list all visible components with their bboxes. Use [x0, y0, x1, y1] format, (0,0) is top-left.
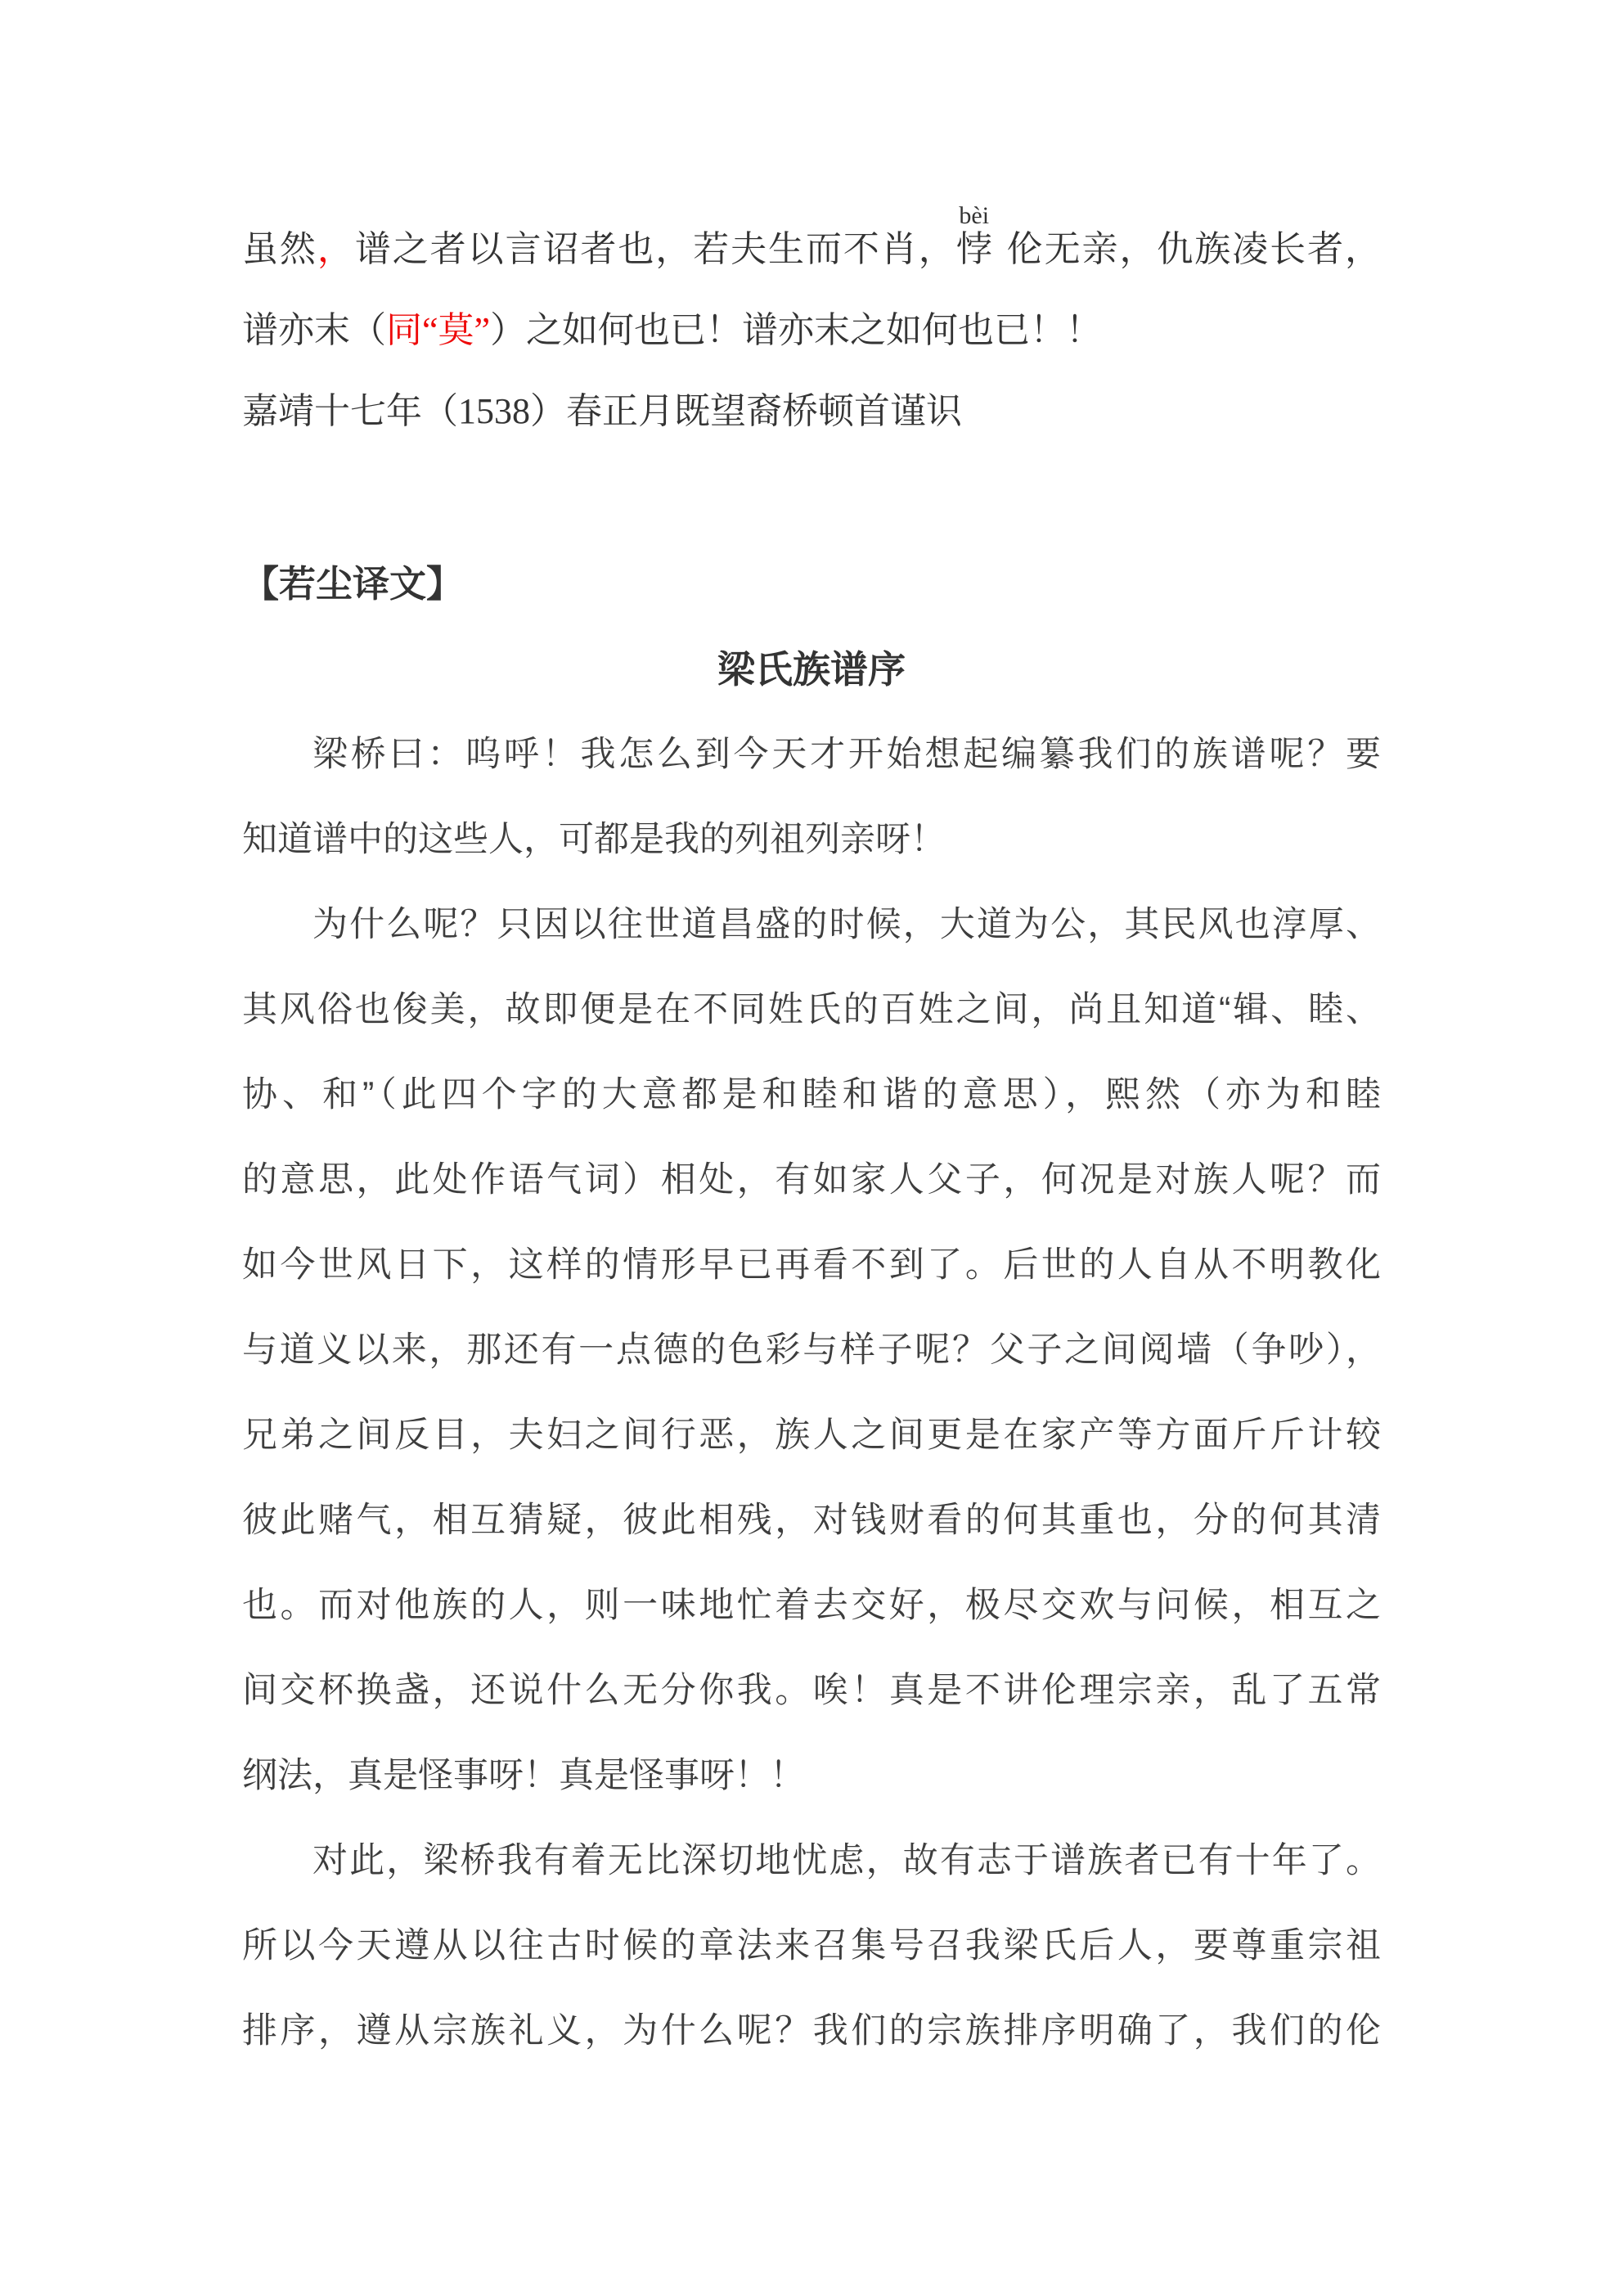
classical-line	[242, 371, 1381, 452]
paragraph-line: 也。而对他族的人，则一味地忙着去交好，极尽交欢与问候，相互之	[242, 1586, 1381, 1625]
paragraph-line: 所以今天遵从以往古时候的章法来召集号召我梁氏后人，要尊重宗祖	[242, 1926, 1381, 1965]
classical-text: 谱之者以言诏者也，若夫生而不肖，	[354, 229, 956, 269]
paragraph-line: 间交杯换盏，还说什么无分你我。唉！真是不讲伦理宗亲，乱了五常	[242, 1671, 1381, 1710]
translation-paragraphs	[242, 712, 1381, 2073]
document-title: 梁氏族谱序	[717, 648, 906, 691]
paragraph-line: 其风俗也俊美，故即便是在不同姓氏的百姓之间，尚且知道“辑、睦、	[242, 990, 1381, 1029]
paragraph-line: 知道谱中的这些人，可都是我的列祖列亲呀！	[242, 820, 946, 859]
classical-text: ）之如何也已！谱亦末之如何也已！！	[490, 310, 1103, 350]
classical-text: 伦无亲，仇族凌长者，	[1005, 229, 1382, 269]
classical-line	[242, 202, 1382, 290]
classical-text: 嘉靖十七年（1538）春正月既望裔桥顿首谨识	[242, 391, 962, 431]
paragraph-line: 的意思，此处作语气词）相处，有如家人父子，何况是对族人呢？而	[242, 1160, 1381, 1200]
highlighted-text: 同“莫”	[386, 310, 491, 350]
paragraph-line: 纲法，真是怪事呀！真是怪事呀！！	[242, 1756, 805, 1795]
classical-text-section	[242, 202, 1382, 452]
paragraph-line: 如今世风日下，这样的情形早已再看不到了。后世的人自从不明教化	[242, 1245, 1381, 1285]
paragraph-line: 排序，遵从宗族礼义，为什么呢？我们的宗族排序明确了，我们的伦	[242, 2011, 1381, 2051]
paragraph-line: 彼此赌气，相互猜疑，彼此相残，对钱财看的何其重也，分的何其清	[242, 1501, 1381, 1540]
paragraph-line: 协、和”（此四个字的大意都是和睦和谐的意思），熙然（亦为和睦	[242, 1075, 1381, 1114]
annotated-character: 悖 bèi	[955, 202, 992, 269]
paragraph-line: 梁桥曰：呜呼！我怎么到今天才开始想起编纂我们的族谱呢？要	[312, 735, 1381, 774]
pinyin-annotation: bèi	[959, 202, 990, 229]
classical-text: 谱亦末（	[242, 310, 386, 350]
paragraph-line: 兄弟之间反目，夫妇之间行恶，族人之间更是在家产等方面斤斤计较	[242, 1416, 1381, 1455]
highlighted-text: ，	[317, 229, 355, 269]
paragraph-line: 与道义以来，那还有一点德的色彩与样子呢？父子之间阅墙（争吵），	[242, 1330, 1381, 1370]
paragraph-line: 为什么呢？只因以往世道昌盛的时候，大道为公，其民风也淳厚、	[312, 905, 1381, 944]
translation-section	[242, 542, 1381, 2073]
classical-text: 虽然	[242, 229, 317, 269]
section-heading: 【若尘译文】	[242, 563, 464, 605]
paragraph-line: 对此，梁桥我有着无比深切地忧虑，故有志于谱族者已有十年了。	[312, 1841, 1381, 1880]
classical-line	[242, 290, 1381, 371]
